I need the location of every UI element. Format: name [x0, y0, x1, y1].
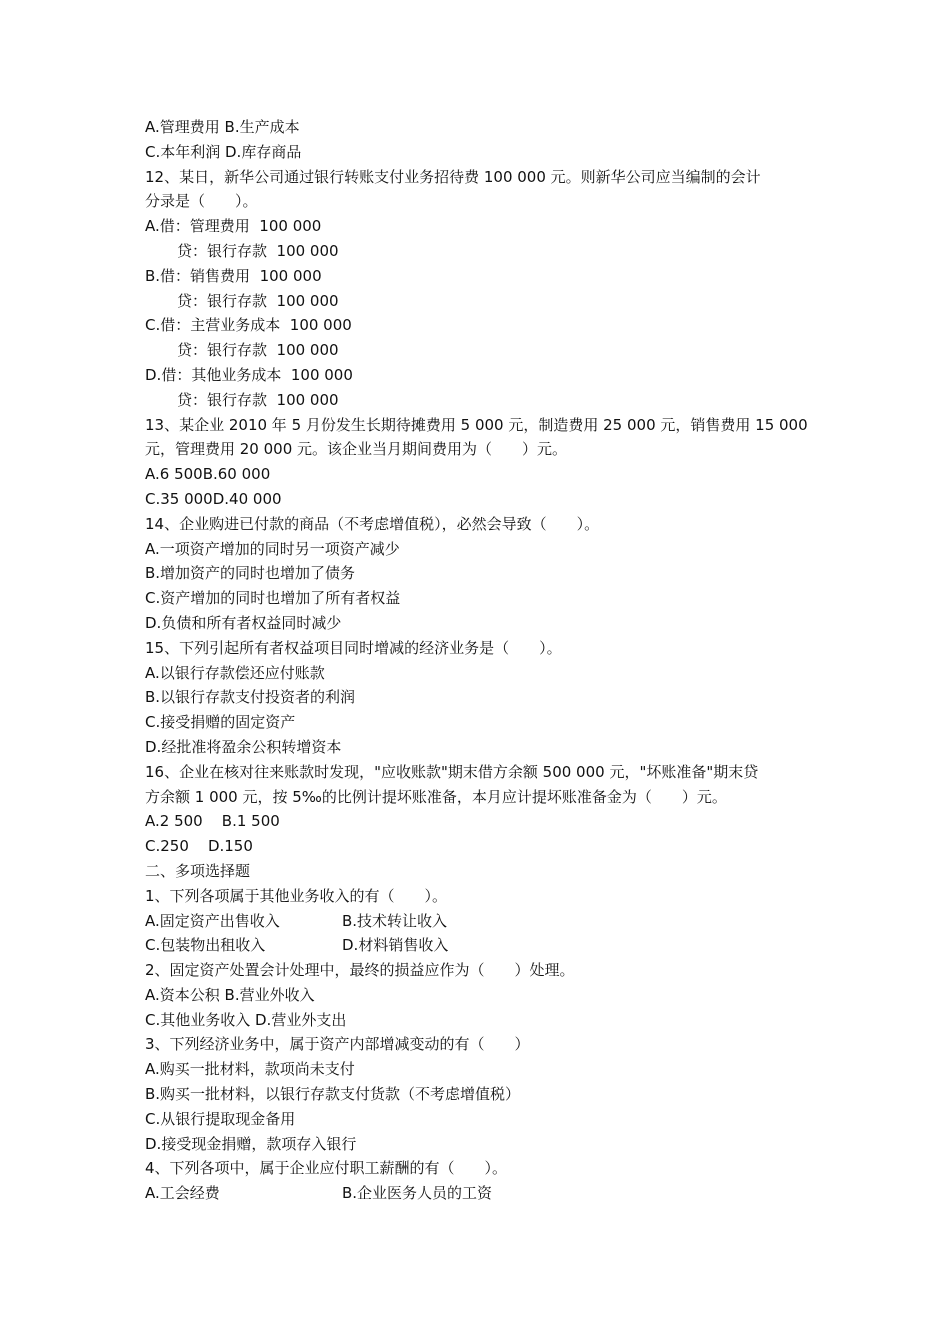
question-14: 14、企业购进已付款的商品（不考虑增值税），必然会导致（ ）。 [145, 514, 600, 533]
option-a: A.工会经费 [145, 1184, 220, 1203]
option-b-credit: 贷：银行存款 100 000 [177, 291, 339, 310]
option-c-credit: 贷：银行存款 100 000 [177, 341, 339, 360]
multi-question-3: 3、下列经济业务中，属于资产内部增减变动的有（ ） [145, 1035, 530, 1054]
question-15: 15、下列引起所有者权益项目同时增减的经济业务是（ ）。 [145, 638, 562, 657]
option-line: A.2 500 B.1 500 [145, 812, 280, 831]
question-12-cont: 分录是（ ）。 [145, 192, 258, 211]
option-b: B.企业医务人员的工资 [342, 1184, 493, 1203]
document-page [145, 115, 825, 1206]
option-row [145, 909, 825, 934]
question-13-cont: 元，管理费用 20 000 元。该企业当月期间费用为（ ）元。 [145, 440, 568, 459]
multi-question-4: 4、下列各项中，属于企业应付职工薪酬的有（ ）。 [145, 1159, 508, 1178]
option-a: A.固定资产出售收入 [145, 911, 280, 930]
option-line: C.250 D.150 [145, 837, 253, 856]
option-b: B.以银行存款支付投资者的利润 [145, 688, 356, 707]
option-b: B.技术转让收入 [342, 911, 448, 930]
option-a: A.以银行存款偿还应付账款 [145, 663, 325, 682]
option-line: C.其他业务收入 D.营业外支出 [145, 1010, 347, 1029]
option-b: B.购买一批材料，以银行存款支付货款（不考虑增值税） [145, 1085, 521, 1104]
option-d-debit: D.借：其他业务成本 100 000 [145, 365, 353, 384]
option-d: D.经批准将盈余公积转增资本 [145, 737, 342, 756]
question-12: 12、某日，新华公司通过银行转账支付业务招待费 100 000 元。则新华公司应当编制的会计 [145, 167, 761, 186]
option-c: C.接受捐赠的固定资产 [145, 713, 296, 732]
option-line: A.6 500B.60 000 [145, 465, 271, 484]
option-row [145, 933, 825, 958]
option-b-debit: B.借：销售费用 100 000 [145, 266, 322, 285]
option-line: C.35 000D.40 000 [145, 489, 282, 508]
option-line: A.管理费用 B.生产成本 [145, 118, 300, 136]
question-16-cont: 方余额 1 000 元，按 5‰的比例计提坏账准备，本月应计提坏账准备金为（ ）元。 [145, 787, 727, 806]
option-d: D.接受现金捐赠，款项存入银行 [145, 1134, 357, 1153]
option-d: D.负债和所有者权益同时减少 [145, 613, 342, 632]
option-a-credit: 贷：银行存款 100 000 [177, 241, 339, 260]
section-heading: 二、多项选择题 [145, 861, 251, 880]
option-line: C.本年利润 D.库存商品 [145, 142, 302, 161]
option-d-credit: 贷：银行存款 100 000 [177, 390, 339, 409]
question-16: 16、企业在核对往来账款时发现，"应收账款"期末借方余额 500 000 元，"坏账准备"期末贷 [145, 762, 759, 781]
option-c: C.从银行提取现金备用 [145, 1109, 296, 1128]
option-row [145, 1181, 825, 1206]
option-d: D.材料销售收入 [342, 936, 449, 955]
multi-question-1: 1、下列各项属于其他业务收入的有（ ）。 [145, 886, 448, 905]
option-a: A.一项资产增加的同时另一项资产减少 [145, 539, 400, 558]
option-a-debit: A.借：管理费用 100 000 [145, 217, 322, 236]
option-b: B.增加资产的同时也增加了债务 [145, 564, 356, 583]
option-line: A.资本公积 B.营业外收入 [145, 985, 315, 1004]
multi-question-2: 2、固定资产处置会计处理中，最终的损益应作为（ ）处理。 [145, 961, 575, 980]
question-13: 13、某企业 2010 年 5 月份发生长期待摊费用 5 000 元，制造费用 25 000 元，销售费用 15 000 [145, 415, 808, 434]
option-c: C.包装物出租收入 [145, 936, 266, 955]
option-a: A.购买一批材料，款项尚未支付 [145, 1060, 355, 1079]
option-c: C.资产增加的同时也增加了所有者权益 [145, 589, 401, 608]
option-c-debit: C.借：主营业务成本 100 000 [145, 316, 352, 335]
